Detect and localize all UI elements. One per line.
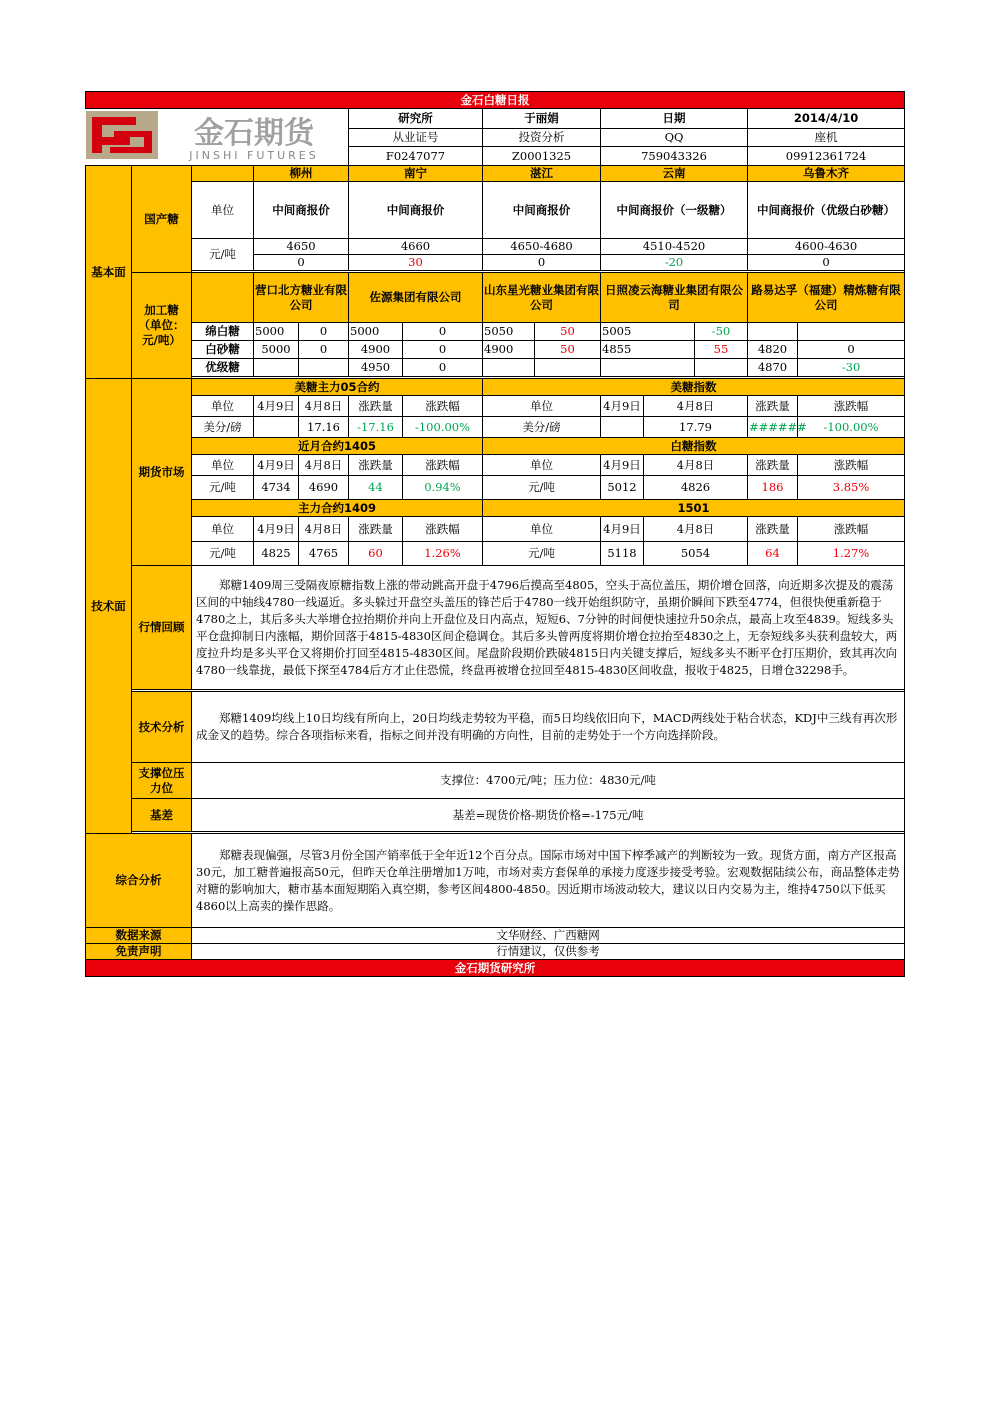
contract-1501-title: 1501 (483, 500, 905, 517)
col-header: 涨跌幅 (798, 455, 905, 476)
main-1409-title: 主力合约1409 (192, 500, 483, 517)
price-cell: 4600-4630 (748, 239, 905, 255)
disclaimer-label: 免责声明 (86, 944, 192, 960)
value-cell: 0 (403, 341, 483, 359)
value-cell: 5012 (601, 476, 644, 500)
phone-label: 座机 (748, 128, 905, 147)
col-header: 涨跌幅 (403, 396, 483, 417)
tech-analysis-label: 技术分析 (132, 692, 192, 763)
col-header: 单位 (483, 396, 601, 417)
unit-label: 单位 (192, 182, 254, 239)
pct-cell: 1.27% (798, 542, 905, 566)
value-cell: 4820 (748, 341, 798, 359)
value-cell: 4690 (299, 476, 349, 500)
us-sugar-05-title: 美糖主力05合约 (192, 379, 483, 396)
value-cell (254, 359, 299, 377)
us-sugar-index-title: 美糖指数 (483, 379, 905, 396)
change-cell: 186 (748, 476, 798, 500)
change-cell: ###### (748, 417, 798, 438)
report-title: 金石白糖日报 (86, 92, 905, 109)
col-header: 4月9日 (254, 517, 299, 542)
company-louis-dreyfus: 路易达孚（福建）精炼糖有限公司 (748, 273, 905, 323)
value-cell (695, 359, 748, 377)
col-header: 单位 (192, 517, 254, 542)
city-yunnan: 云南 (601, 166, 748, 182)
col-header: 4月8日 (644, 517, 748, 542)
phone-number: 09912361724 (748, 147, 905, 166)
value-cell (798, 323, 905, 341)
pct-cell: 3.85% (798, 476, 905, 500)
value-cell: 0 (299, 341, 349, 359)
value-cell: 17.16 (299, 417, 349, 438)
value-cell: 5000 (254, 323, 299, 341)
value-cell: 4765 (299, 542, 349, 566)
value-cell: 4826 (644, 476, 748, 500)
price-type: 中间商报价 (483, 182, 601, 239)
summary-text: 郑糖表现偏强，尽管3月份全国产销率低于全年近12个百分点。国际市场对中国下榨季减产的判断较为一致。现货方面，南方产区报高30元，加工糖普遍报高50元，但昨天仓单注册增加1万吨，市场对卖方套保单的承接力度逐步接受考验。宏观数据陆续公布，商品整体走势对糖的影响加大，糖市基本面短期陷入真空期，参考区间4800-4850。因近期市场波动较大，建议以日内交易为主，维持4750以下低买4860以上高卖的操作思路。 (192, 834, 905, 928)
col-header: 涨跌量 (349, 396, 403, 417)
row-label-youji: 优级糖 (192, 359, 254, 377)
value-cell: 17.79 (644, 417, 748, 438)
value-cell (535, 359, 601, 377)
col-header: 涨跌量 (748, 396, 798, 417)
city-urumqi: 乌鲁木齐 (748, 166, 905, 182)
cert-label: 从业证号 (349, 128, 483, 147)
svg-text:金石期货: 金石期货 (193, 116, 314, 151)
value-cell (601, 359, 695, 377)
change-cell: 60 (349, 542, 403, 566)
col-header: 涨跌幅 (798, 396, 905, 417)
unit-cell: 元/吨 (192, 476, 254, 500)
tech-analysis-text: 郑糖1409均线上10日均线有所向上，20日均线走势较为平稳，而5日均线依旧向下，MACD两线处于粘合状态，KDJ中三线有再次形成金叉的趋势。综合各项指标来看，指标之间并没有明确的方向性，目前的走势处于一个方向选择阶段。 (192, 692, 905, 763)
value-cell: 5000 (349, 323, 403, 341)
col-header: 涨跌幅 (403, 455, 483, 476)
col-header: 4月9日 (254, 396, 299, 417)
value-cell: 5118 (601, 542, 644, 566)
header-analyst: 于丽娟 (483, 109, 601, 129)
change-cell: 64 (748, 542, 798, 566)
col-header: 涨跌量 (748, 455, 798, 476)
price-cell: 4650-4680 (483, 239, 601, 255)
value-cell: 50 (535, 341, 601, 359)
company-xingguang: 山东星光糖业集团有限公司 (483, 273, 601, 323)
disclaimer: 行情建议，仅供参考 (192, 944, 905, 960)
price-cell: 4510-4520 (601, 239, 748, 255)
value-cell: 4855 (601, 341, 695, 359)
qq-number: 759043326 (601, 147, 748, 166)
basis-text: 基差=现货价格-期货价格=-175元/吨 (192, 799, 905, 832)
value-cell (748, 323, 798, 341)
support-resistance-text: 支撑位：4700元/吨；压力位：4830元/吨 (192, 763, 905, 799)
value-cell: 0 (403, 323, 483, 341)
value-cell: 5050 (483, 323, 535, 341)
sugar-daily-report (85, 91, 904, 977)
city-zhanjiang: 湛江 (483, 166, 601, 182)
value-cell (254, 417, 299, 438)
jinshi-logo-icon (86, 109, 348, 161)
change-cell: 0 (748, 255, 905, 271)
section-fundamentals: 基本面 (86, 166, 132, 379)
qq-label: QQ (601, 128, 748, 147)
col-header: 4月9日 (601, 517, 644, 542)
company-lingyunhai: 日照凌云海糖业集团有限公司 (601, 273, 748, 323)
price-cell: 4660 (349, 239, 483, 255)
pct-cell: 1.26% (403, 542, 483, 566)
change-cell: -20 (601, 255, 748, 271)
col-header: 涨跌幅 (798, 517, 905, 542)
value-cell (299, 359, 349, 377)
unit-cell: 美分/磅 (192, 417, 254, 438)
value-cell: 4950 (349, 359, 403, 377)
col-header: 4月8日 (299, 396, 349, 417)
value-cell: 5005 (601, 323, 695, 341)
white-sugar-index-title: 白糖指数 (483, 438, 905, 455)
support-resistance-label: 支撑位压力位 (132, 763, 192, 799)
value-cell: 4734 (254, 476, 299, 500)
unit-cell: 美分/磅 (483, 417, 601, 438)
col-header: 涨跌量 (748, 517, 798, 542)
change-cell: 30 (349, 255, 483, 271)
processed-sugar-label: 加工糖（单位：元/吨） (132, 273, 192, 379)
price-cell: 4650 (254, 239, 349, 255)
col-header: 4月8日 (299, 455, 349, 476)
value-cell: -50 (695, 323, 748, 341)
pct-cell: 0.94% (403, 476, 483, 500)
summary-label: 综合分析 (86, 834, 192, 928)
value-cell: -30 (798, 359, 905, 377)
company-logo (86, 109, 349, 166)
company-yingkou: 营口北方糖业有限公司 (254, 273, 349, 323)
data-source: 文华财经、广西糖网 (192, 928, 905, 944)
row-label-baisha: 白砂糖 (192, 341, 254, 359)
price-type: 中间商报价（一级糖） (601, 182, 748, 239)
cert-number: F0247077 (349, 147, 483, 166)
col-header: 4月9日 (254, 455, 299, 476)
value-cell: 5054 (644, 542, 748, 566)
header-date-label: 日期 (601, 109, 748, 129)
value-cell (601, 417, 644, 438)
unit-yuan-ton: 元/吨 (192, 239, 254, 271)
value-cell: 50 (535, 323, 601, 341)
value-cell (483, 359, 535, 377)
value-cell: 4900 (483, 341, 535, 359)
value-cell: 4870 (748, 359, 798, 377)
value-cell: 4825 (254, 542, 299, 566)
col-header: 涨跌量 (349, 455, 403, 476)
futures-market-label: 期货市场 (132, 379, 192, 566)
unit-cell: 元/吨 (192, 542, 254, 566)
domestic-sugar-label: 国产糖 (132, 166, 192, 273)
col-header: 4月8日 (644, 455, 748, 476)
market-review-text: 郑糖1409周三受隔夜原糖指数上涨的带动跳高开盘于4796后摸高至4805，空头于高位盖压，期价增仓回落，向近期多次提及的震荡区间的中轴线4780一线逼近。多头躲过开盘空头盖压的锋芒后于4780一线开始组织防守，虽期价瞬间下跌至4774，但很快便重新稳于4780之上，其后多头大举增仓拉抬期价并向上开盘位及日内高点，短短6、7分钟的时间便快速拉升50余点，最高上攻至4839。短线多头平仓盘抑制日内涨幅，期价回落于4815-4830区间企稳调仓。其后多头曾两度将期价增仓拉抬至4830之上，无奈短线多头获利盘较大，两度拉升均是多头平仓又将期价打回至4815-4830区间。尾盘阶段期价跌破4815日内关键支撑后，短线多头不断平仓打压期价，致其再次向4780一线靠拢，最低下探至4784后方才止住恐慌，终盘再被增仓拉回至4815-4830区间收盘，报收于4825，日增仓32298手。 (192, 566, 905, 690)
col-header: 单位 (192, 396, 254, 417)
col-header: 单位 (483, 517, 601, 542)
value-cell: 0 (299, 323, 349, 341)
price-type: 中间商报价 (349, 182, 483, 239)
col-header: 涨跌幅 (403, 517, 483, 542)
row-label-mianbai: 绵白糖 (192, 323, 254, 341)
value-cell: 5000 (254, 341, 299, 359)
col-header: 4月8日 (299, 517, 349, 542)
pct-cell: -100.00% (798, 417, 905, 438)
col-header: 4月8日 (644, 396, 748, 417)
analysis-number: Z0001325 (483, 147, 601, 166)
header-date: 2014/4/10 (748, 109, 905, 129)
unit-cell: 元/吨 (483, 542, 601, 566)
analysis-label: 投资分析 (483, 128, 601, 147)
data-source-label: 数据来源 (86, 928, 192, 944)
company-zuoyuan: 佐源集团有限公司 (349, 273, 483, 323)
col-header: 单位 (192, 455, 254, 476)
price-type: 中间商报价（优级白砂糖） (748, 182, 905, 239)
change-cell: -17.16 (349, 417, 403, 438)
change-cell: 44 (349, 476, 403, 500)
svg-text:JINSHI FUTURES: JINSHI FUTURES (189, 149, 319, 162)
change-cell: 0 (254, 255, 349, 271)
value-cell: 4900 (349, 341, 403, 359)
col-header: 4月9日 (601, 396, 644, 417)
value-cell: 55 (695, 341, 748, 359)
value-cell: 0 (403, 359, 483, 377)
change-cell: 0 (483, 255, 601, 271)
basis-label: 基差 (132, 799, 192, 832)
section-technical: 技术面 (86, 379, 132, 834)
price-type: 中间商报价 (254, 182, 349, 239)
header-institute: 研究所 (349, 109, 483, 129)
market-review-label: 行情回顾 (132, 566, 192, 690)
col-header: 涨跌量 (349, 517, 403, 542)
city-nanning: 南宁 (349, 166, 483, 182)
footer-org: 金石期货研究所 (86, 960, 905, 977)
col-header: 4月9日 (601, 455, 644, 476)
value-cell: 0 (798, 341, 905, 359)
pct-cell: -100.00% (403, 417, 483, 438)
col-header: 单位 (483, 455, 601, 476)
unit-cell: 元/吨 (483, 476, 601, 500)
near-month-1405-title: 近月合约1405 (192, 438, 483, 455)
city-liuzhou: 柳州 (254, 166, 349, 182)
